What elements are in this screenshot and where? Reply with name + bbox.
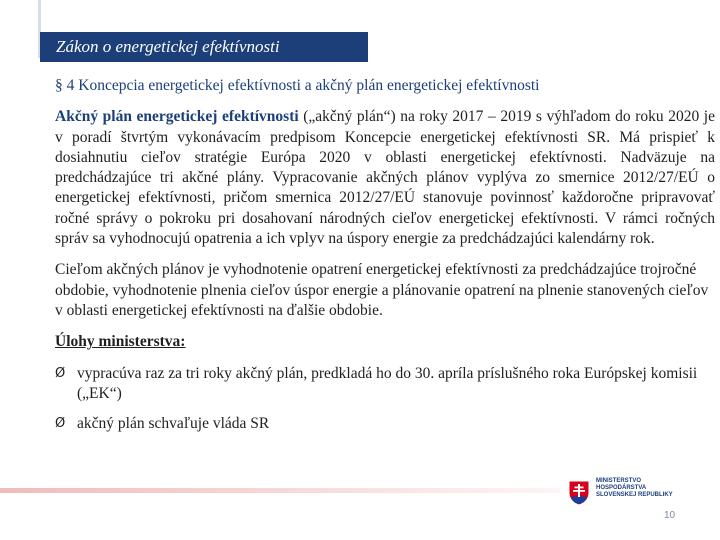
slide-title: Zákon o energetickej efektívnosti (56, 37, 280, 56)
section-heading: § 4 Koncepcia energetickej efektívnosti a akčný plán energetickej efektívnosti (55, 77, 540, 94)
slide-content (55, 76, 715, 444)
bullet-text: akčný plán schvaľuje vláda SR (77, 415, 270, 433)
logo-line: MINISTERSTVO (596, 478, 642, 484)
logo-line: HOSPODÁRSTVA (596, 485, 647, 492)
page-number: 10 (664, 510, 676, 521)
logo-text (596, 478, 673, 500)
bullet-arrow-icon: Ø (55, 365, 66, 381)
paragraph-lead: Akčný plán energetickej efektívnosti (55, 108, 299, 126)
list-item (55, 414, 715, 434)
paragraph-goals: Cieľom akčných plánov je vyhodnotenie opatrení energetickej efektívnosti za predchádzajúce trojročné obdobie, vyhodnotenie plnenia cieľov úspor energie a plánovanie opatrení na plnenie stanovených cieľov v oblasti energetickej efektívnosti na ďalšie obdobie. (55, 261, 709, 319)
list-item (55, 364, 715, 405)
tasks-heading: Úlohy ministerstva: (55, 333, 186, 351)
logo-line: SLOVENSKEJ REPUBLIKY (596, 492, 673, 499)
footer-divider (0, 488, 560, 493)
ministry-logo (568, 474, 680, 514)
bullet-text: vypracúva raz za tri roky akčný plán, predkladá ho do 30. apríla príslušného roka Európskej komisii („EK“) (77, 364, 698, 402)
slovak-coat-of-arms-icon (568, 480, 590, 506)
paragraph-action-plan (55, 107, 715, 249)
bullet-arrow-icon: Ø (55, 416, 66, 432)
paragraph-body: („akčný plán“) na roky 2017 – 2019 s výhľadom do roku 2020 je v poradí štvrtým vykonávacím predpisom Koncepcie energetickej efektívnosti SR. Má prispieť k dosiahnutiu cieľov stratégie Európa 2020 v oblasti energetickej efektívnosti. Nadväzuje na predchádzajúce tri akčné plány. Vypracovanie akčných plánov vyplýva zo smernice 2012/27/EÚ o energetickej efektívnosti, pričom smernica 2012/27/EÚ stanovuje povinnosť každoročne pripravovať ročné správy o pokroku pri dosahovaní národných cieľov energetickej efektívnosti. V rámci ročných správ sa vyhodnocujú opatrenia a ich vplyv na úspory energie za predchádzajúci kalendárny rok. (55, 108, 715, 248)
